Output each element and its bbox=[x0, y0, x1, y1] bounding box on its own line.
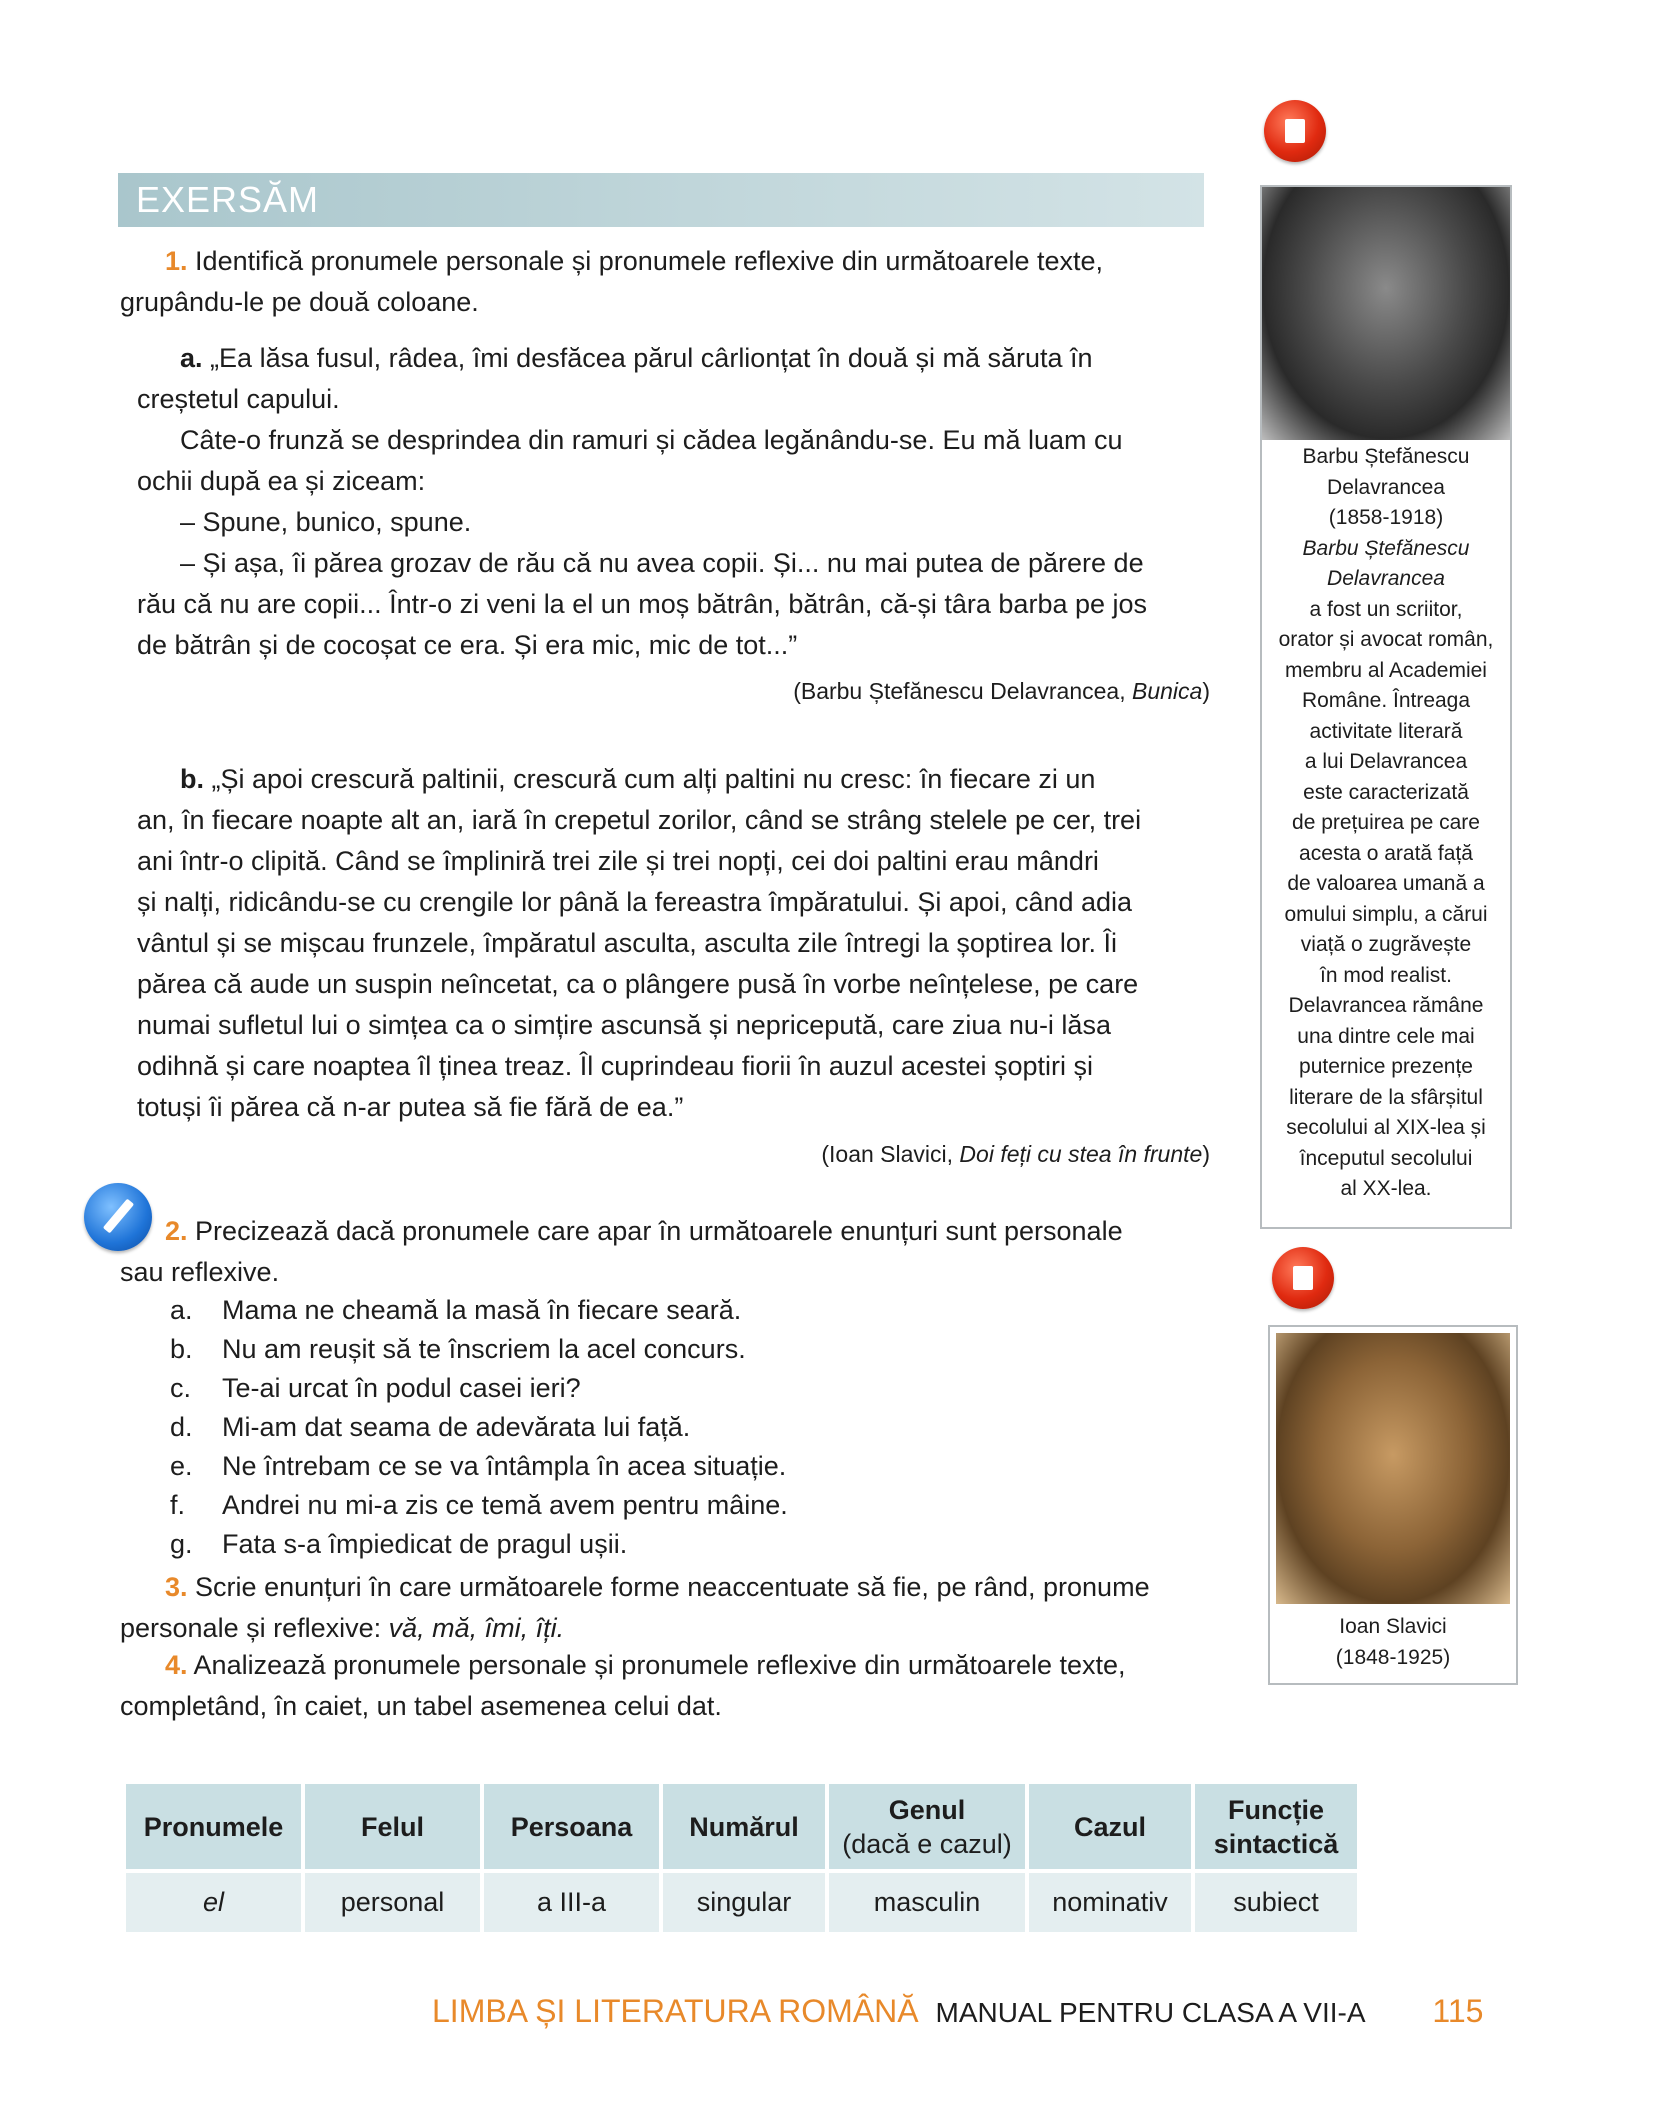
notebook-icon bbox=[1272, 1247, 1334, 1309]
list-item: f. Andrei nu mi-a zis ce temă avem pentru mâine. bbox=[170, 1490, 788, 1520]
table-row bbox=[126, 1873, 1357, 1932]
table-header: Numărul bbox=[663, 1784, 825, 1869]
table-header: Pronumele bbox=[126, 1784, 301, 1869]
list-item: d. Mi-am dat seama de adevărata lui față. bbox=[170, 1412, 691, 1442]
exercise-3-instruction: 3. Scrie enunțuri în care următoarele forme neaccentuate să fie, pe rând, pronume personale și reflexive: vă, mă, îmi, îți. bbox=[120, 1572, 1150, 1643]
list-item: c. Te-ai urcat în podul casei ieri? bbox=[170, 1373, 581, 1403]
table-header: Funcție sintactică bbox=[1195, 1784, 1357, 1869]
table-header: Genul (dacă e cazul) bbox=[829, 1784, 1025, 1869]
table-cell: personal bbox=[305, 1873, 480, 1932]
table-cell: masculin bbox=[829, 1873, 1025, 1932]
exercise-1a-text: a. „Ea lăsa fusul, râdea, îmi desfăcea părul cârlionțat în două și mă săruta în creștetul capului. Câte-o frunză se desprindea din ramuri și cădea legănându-se. Eu mă luam cu ochii după ea și ziceam: – Spune, bunico, spune. – Și așa, îi părea grozav de rău că nu avea copii. Și... nu mai putea de părere de rău că nu are copii... Într-o zi veni la el un moș bătrân, bătrân, că-și târa barba pe jos de bătrân și de cocoșat ce era. Și era mic, mic de tot...” bbox=[137, 343, 1148, 660]
list-item: e. Ne întrebam ce se va întâmpla în acea situație. bbox=[170, 1451, 787, 1481]
portrait-photo bbox=[1276, 1333, 1510, 1604]
page-number: 115 bbox=[1432, 1993, 1484, 2029]
exercise-4-instruction: 4. Analizează pronumele personale și pronumele reflexive din următoarele texte, completând, în caiet, un tabel asemenea celui dat. bbox=[120, 1650, 1126, 1721]
table-header: Felul bbox=[305, 1784, 480, 1869]
table-cell: el bbox=[126, 1873, 301, 1932]
exercise-1a-source: (Barbu Ștefănescu Delavrancea, Bunica) bbox=[793, 678, 1210, 704]
table-header-row bbox=[126, 1784, 1357, 1869]
table-header: Persoana bbox=[484, 1784, 659, 1869]
section-title: EXERSĂM bbox=[136, 179, 320, 220]
table-cell: singular bbox=[663, 1873, 825, 1932]
list-item: b. Nu am reușit să te înscriem la acel concurs. bbox=[170, 1334, 746, 1364]
author-card-delavrancea bbox=[1260, 185, 1512, 1229]
table-cell: a III-a bbox=[484, 1873, 659, 1932]
list-item: a. Mama ne cheamă la masă în fiecare seară. bbox=[170, 1295, 742, 1325]
author-card-slavici bbox=[1268, 1325, 1518, 1685]
pronoun-analysis-table bbox=[122, 1780, 1361, 1936]
portrait-photo bbox=[1262, 187, 1510, 440]
footer-subject: LIMBA ȘI LITERATURA ROMÂNĂ bbox=[432, 1993, 919, 2029]
list-item: g. Fata s-a împiedicat de pragul ușii. bbox=[170, 1529, 628, 1559]
exercise-2-instruction: 2. Precizează dacă pronumele care apar în următoarele enunțuri sunt personale sau reflexive. bbox=[120, 1216, 1123, 1287]
section-header bbox=[118, 173, 1204, 227]
exercise-1b-text: b. „Și apoi crescură paltinii, crescură cum alți paltini nu cresc: în fiecare zi un an, în fiecare noapte alt an, iară în crepetul zorilor, când se strâng stelele pe cer, trei ani într-o clipită. Când se împliniră trei zile și trei nopți, cei doi paltini erau mândri și nalți, ridicându-se cu crengile lor până la fereastra împăratului. Și apoi, când adia vântul și se mișcau frunzele, împăratul asculta, asculta zile întregi la șoptirea lor. Îi părea că aude un suspin neîncetat, ca o plângere pusă în vorbe neînțelese, pe care numai sufletul lui o simțea ca o simțire ascunsă și nepricepută, care ziua nu-i lăsa odihnă și care noaptea îl ținea treaz. Îl cuprindeau fiorii în auzul acestei șoptiri și totuși îi părea că n-ar putea să fie fără de ea.” bbox=[137, 764, 1142, 1122]
table-header: Cazul bbox=[1029, 1784, 1191, 1869]
table-cell: nominativ bbox=[1029, 1873, 1191, 1932]
exercise-1-instruction: 1. Identifică pronumele personale și pronumele reflexive din următoarele texte, grupându-le pe două coloane. bbox=[120, 246, 1104, 317]
exercise-1b-source: (Ioan Slavici, Doi feți cu stea în frunte) bbox=[821, 1141, 1210, 1167]
footer-manual: MANUAL PENTRU CLASA A VII-A bbox=[935, 1997, 1366, 2028]
footer bbox=[432, 1993, 1483, 2030]
notebook-icon bbox=[1264, 100, 1326, 162]
author-caption: Ioan Slavici (1848-1925) bbox=[1335, 1615, 1451, 1669]
author-caption: Barbu Ștefănescu Delavrancea (1858-1918) Barbu Ștefănescu Delavrancea a fost un scriitor, orator și avocat român, membru al Academiei Române. Întreaga activitate literară a lui Delavrancea este caracterizată de prețuirea pe care acesta o arată față de valoarea umană a omului simplu, a cărui viață o zugrăvește în mod realist. Delavrancea rămâne una dintre cele mai puternice prezențe literare de la sfârșitul secolului al XIX-lea și începutul secolului al XX-lea. bbox=[1278, 445, 1494, 1200]
table-cell: subiect bbox=[1195, 1873, 1357, 1932]
